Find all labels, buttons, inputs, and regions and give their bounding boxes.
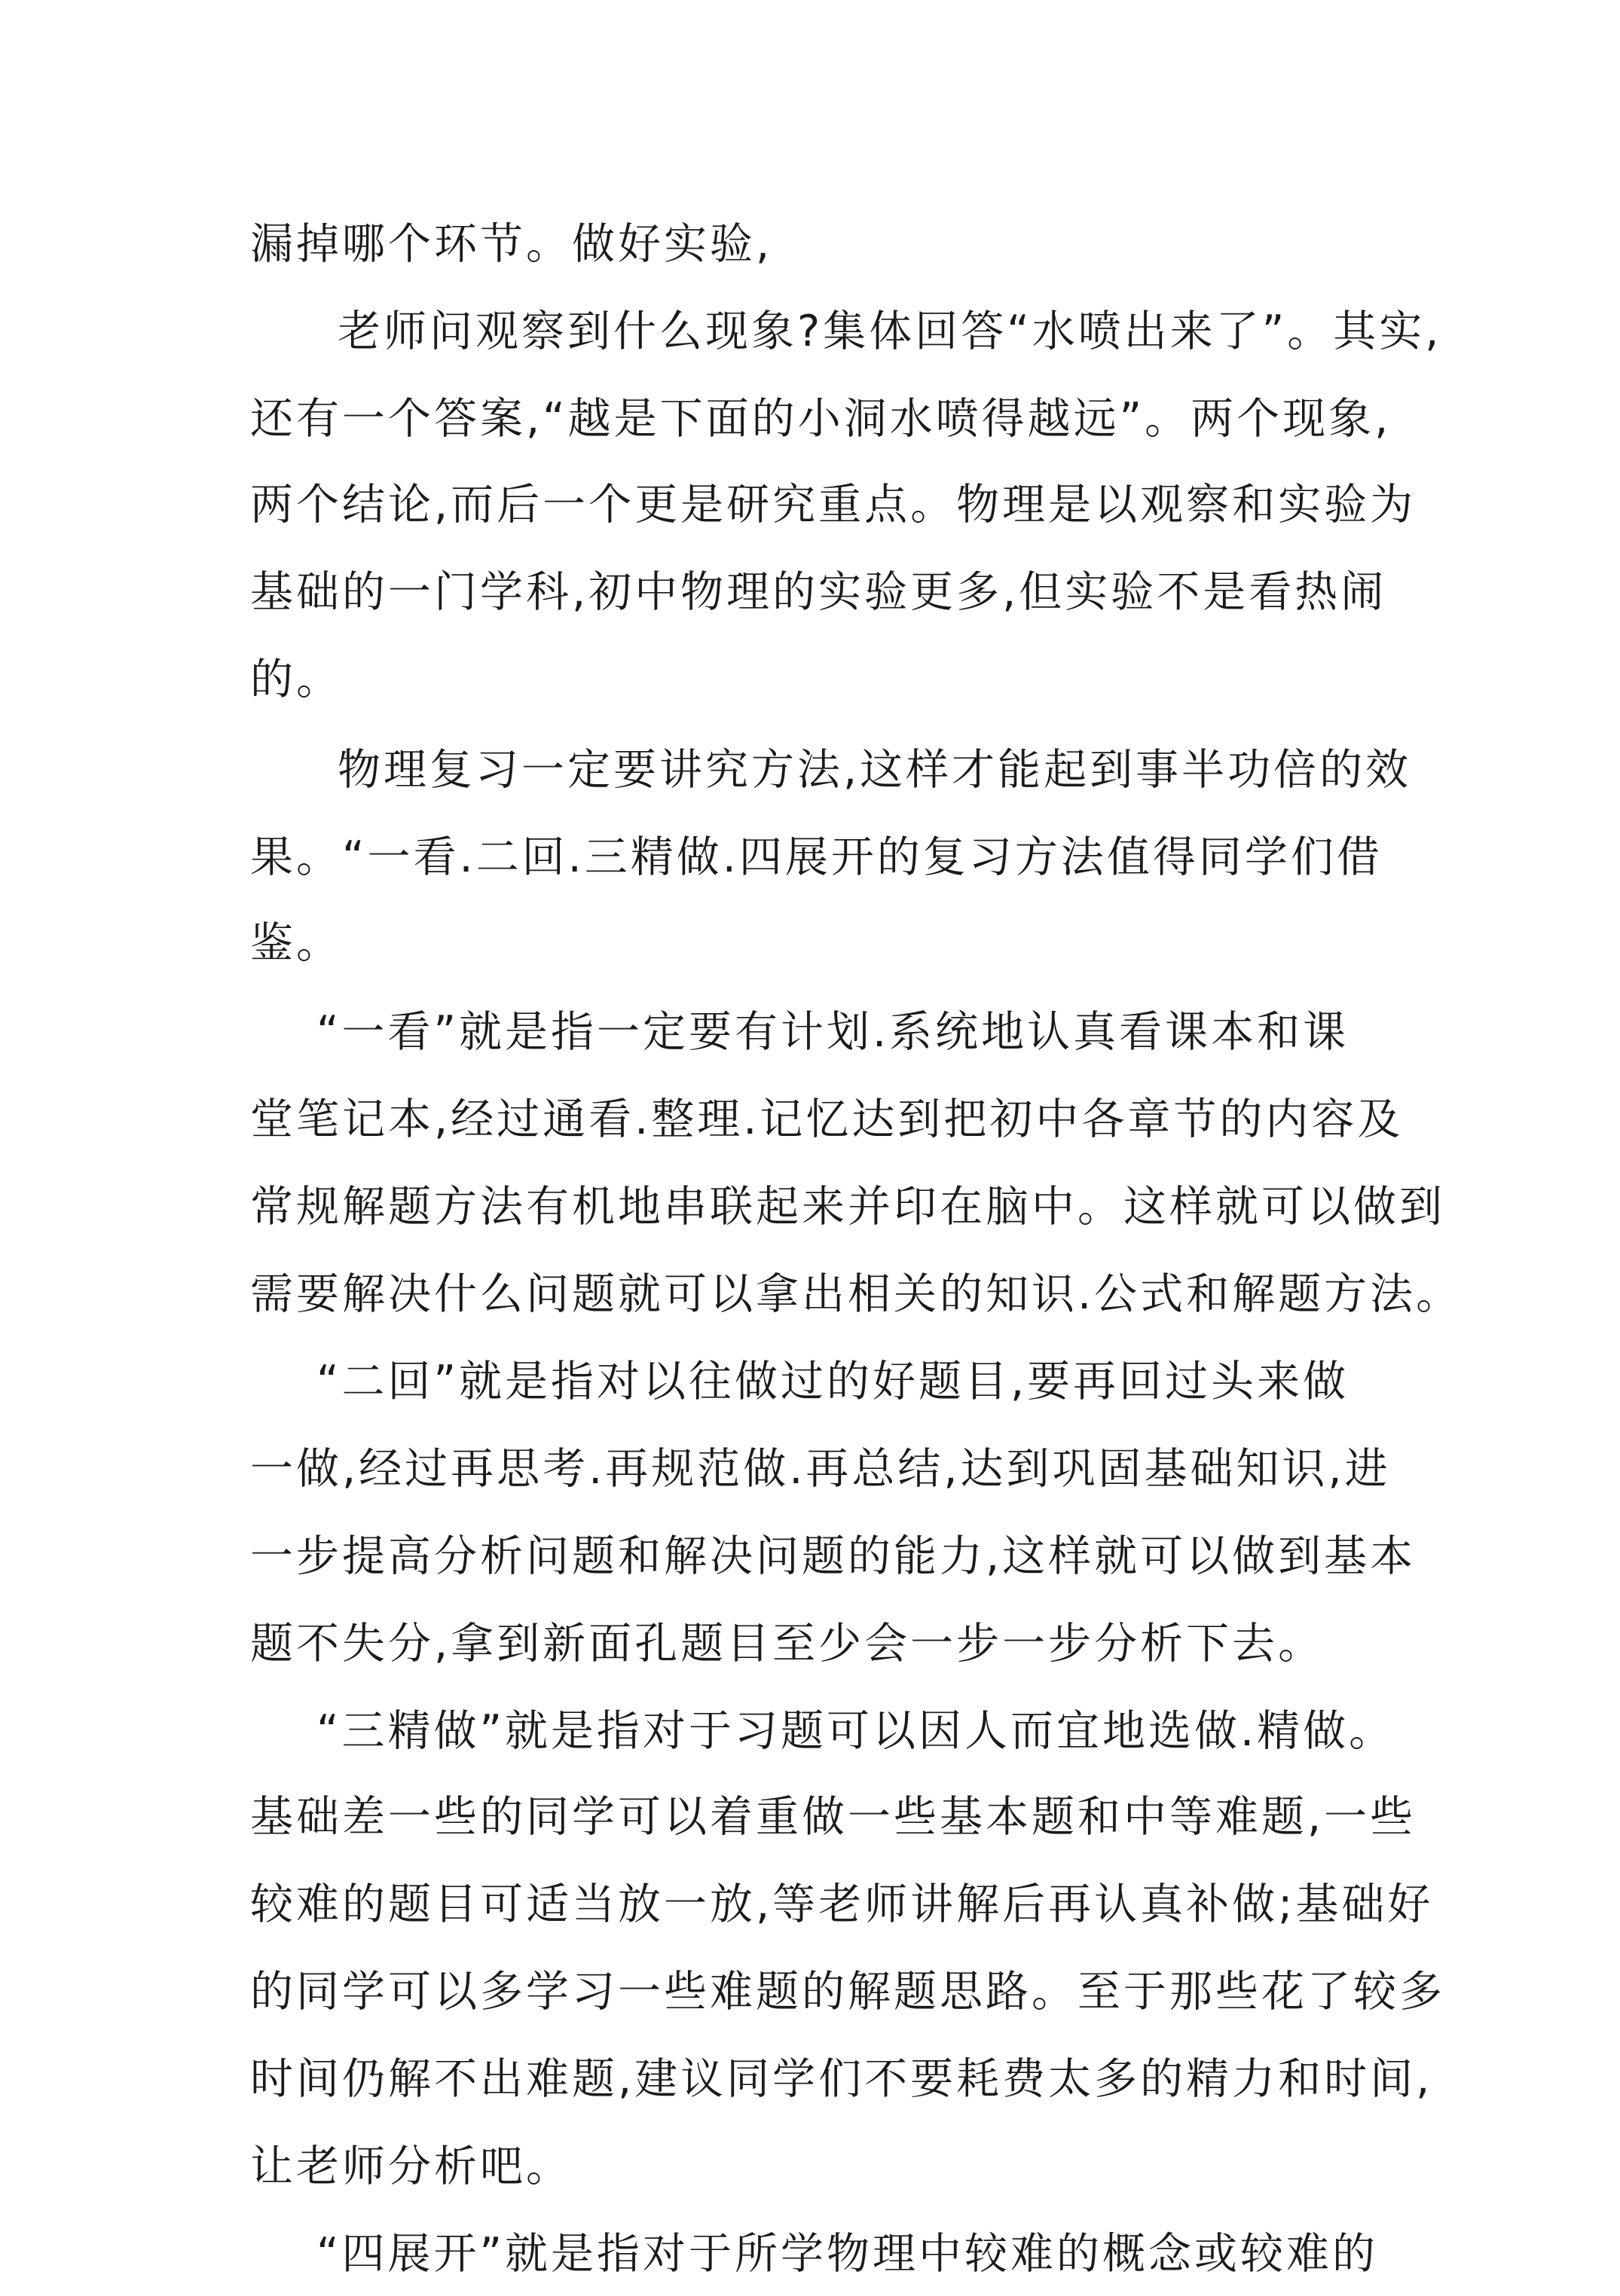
text-line: 物理复习一定要讲究方法,这样才能起到事半功倍的效	[338, 745, 1412, 795]
text-line: 果。“一看.二回.三精做.四展开的复习方法值得同学们借	[250, 832, 1383, 882]
text-line: 鉴。	[250, 918, 342, 968]
text-line: 的。	[250, 655, 342, 704]
text-line: 常规解题方法有机地串联起来并印在脑中。这样就可以做到	[250, 1182, 1445, 1232]
text-line: 老师问观察到什么现象?集体回答“水喷出来了”。其实,	[338, 307, 1442, 356]
text-line: 较难的题目可适当放一放,等老师讲解后再认真补做;基础好	[250, 1879, 1434, 1929]
text-line: “二回”就是指对以往做过的好题目,要再回过头来做	[316, 1357, 1349, 1406]
text-line: 两个结论,而后一个更是研究重点。物理是以观察和实验为	[250, 480, 1417, 530]
text-line: 让老师分析吧。	[250, 2142, 572, 2191]
text-line: 漏掉哪个环节。做好实验,	[250, 219, 773, 269]
text-line: 的同学可以多学习一些难题的解题思路。至于那些花了较多	[250, 1967, 1445, 2017]
text-line: “三精做”就是指对于习题可以因人而宜地选做.精做。	[316, 1706, 1395, 1756]
text-line: “一看”就是指一定要有计划.系统地认真看课本和课	[316, 1007, 1349, 1057]
text-line: 基础差一些的同学可以着重做一些基本题和中等难题,一些	[250, 1792, 1417, 1842]
text-line: “四展开”就是指对于所学物理中较难的概念或较难的	[316, 2229, 1379, 2279]
text-line: 堂笔记本,经过通看.整理.记忆达到把初中各章节的内容及	[250, 1095, 1404, 1144]
text-line: 时间仍解不出难题,建议同学们不要耗费太多的精力和时间,	[250, 2054, 1433, 2104]
text-line: 一步提高分析问题和解决问题的能力,这样就可以做到基本	[250, 1531, 1417, 1581]
text-line: 需要解决什么问题就可以拿出相关的知识.公式和解题方法。	[250, 1269, 1463, 1319]
text-line: 基础的一门学科,初中物理的实验更多,但实验不是看热闹	[250, 567, 1387, 617]
text-line: 还有一个答案,“越是下面的小洞水喷得越远”。两个现象,	[250, 394, 1392, 444]
text-line: 一做,经过再思考.再规范做.再总结,达到巩固基础知识,进	[250, 1444, 1391, 1494]
text-line: 题不失分,拿到新面孔题目至少会一步一步分析下去。	[250, 1619, 1325, 1669]
